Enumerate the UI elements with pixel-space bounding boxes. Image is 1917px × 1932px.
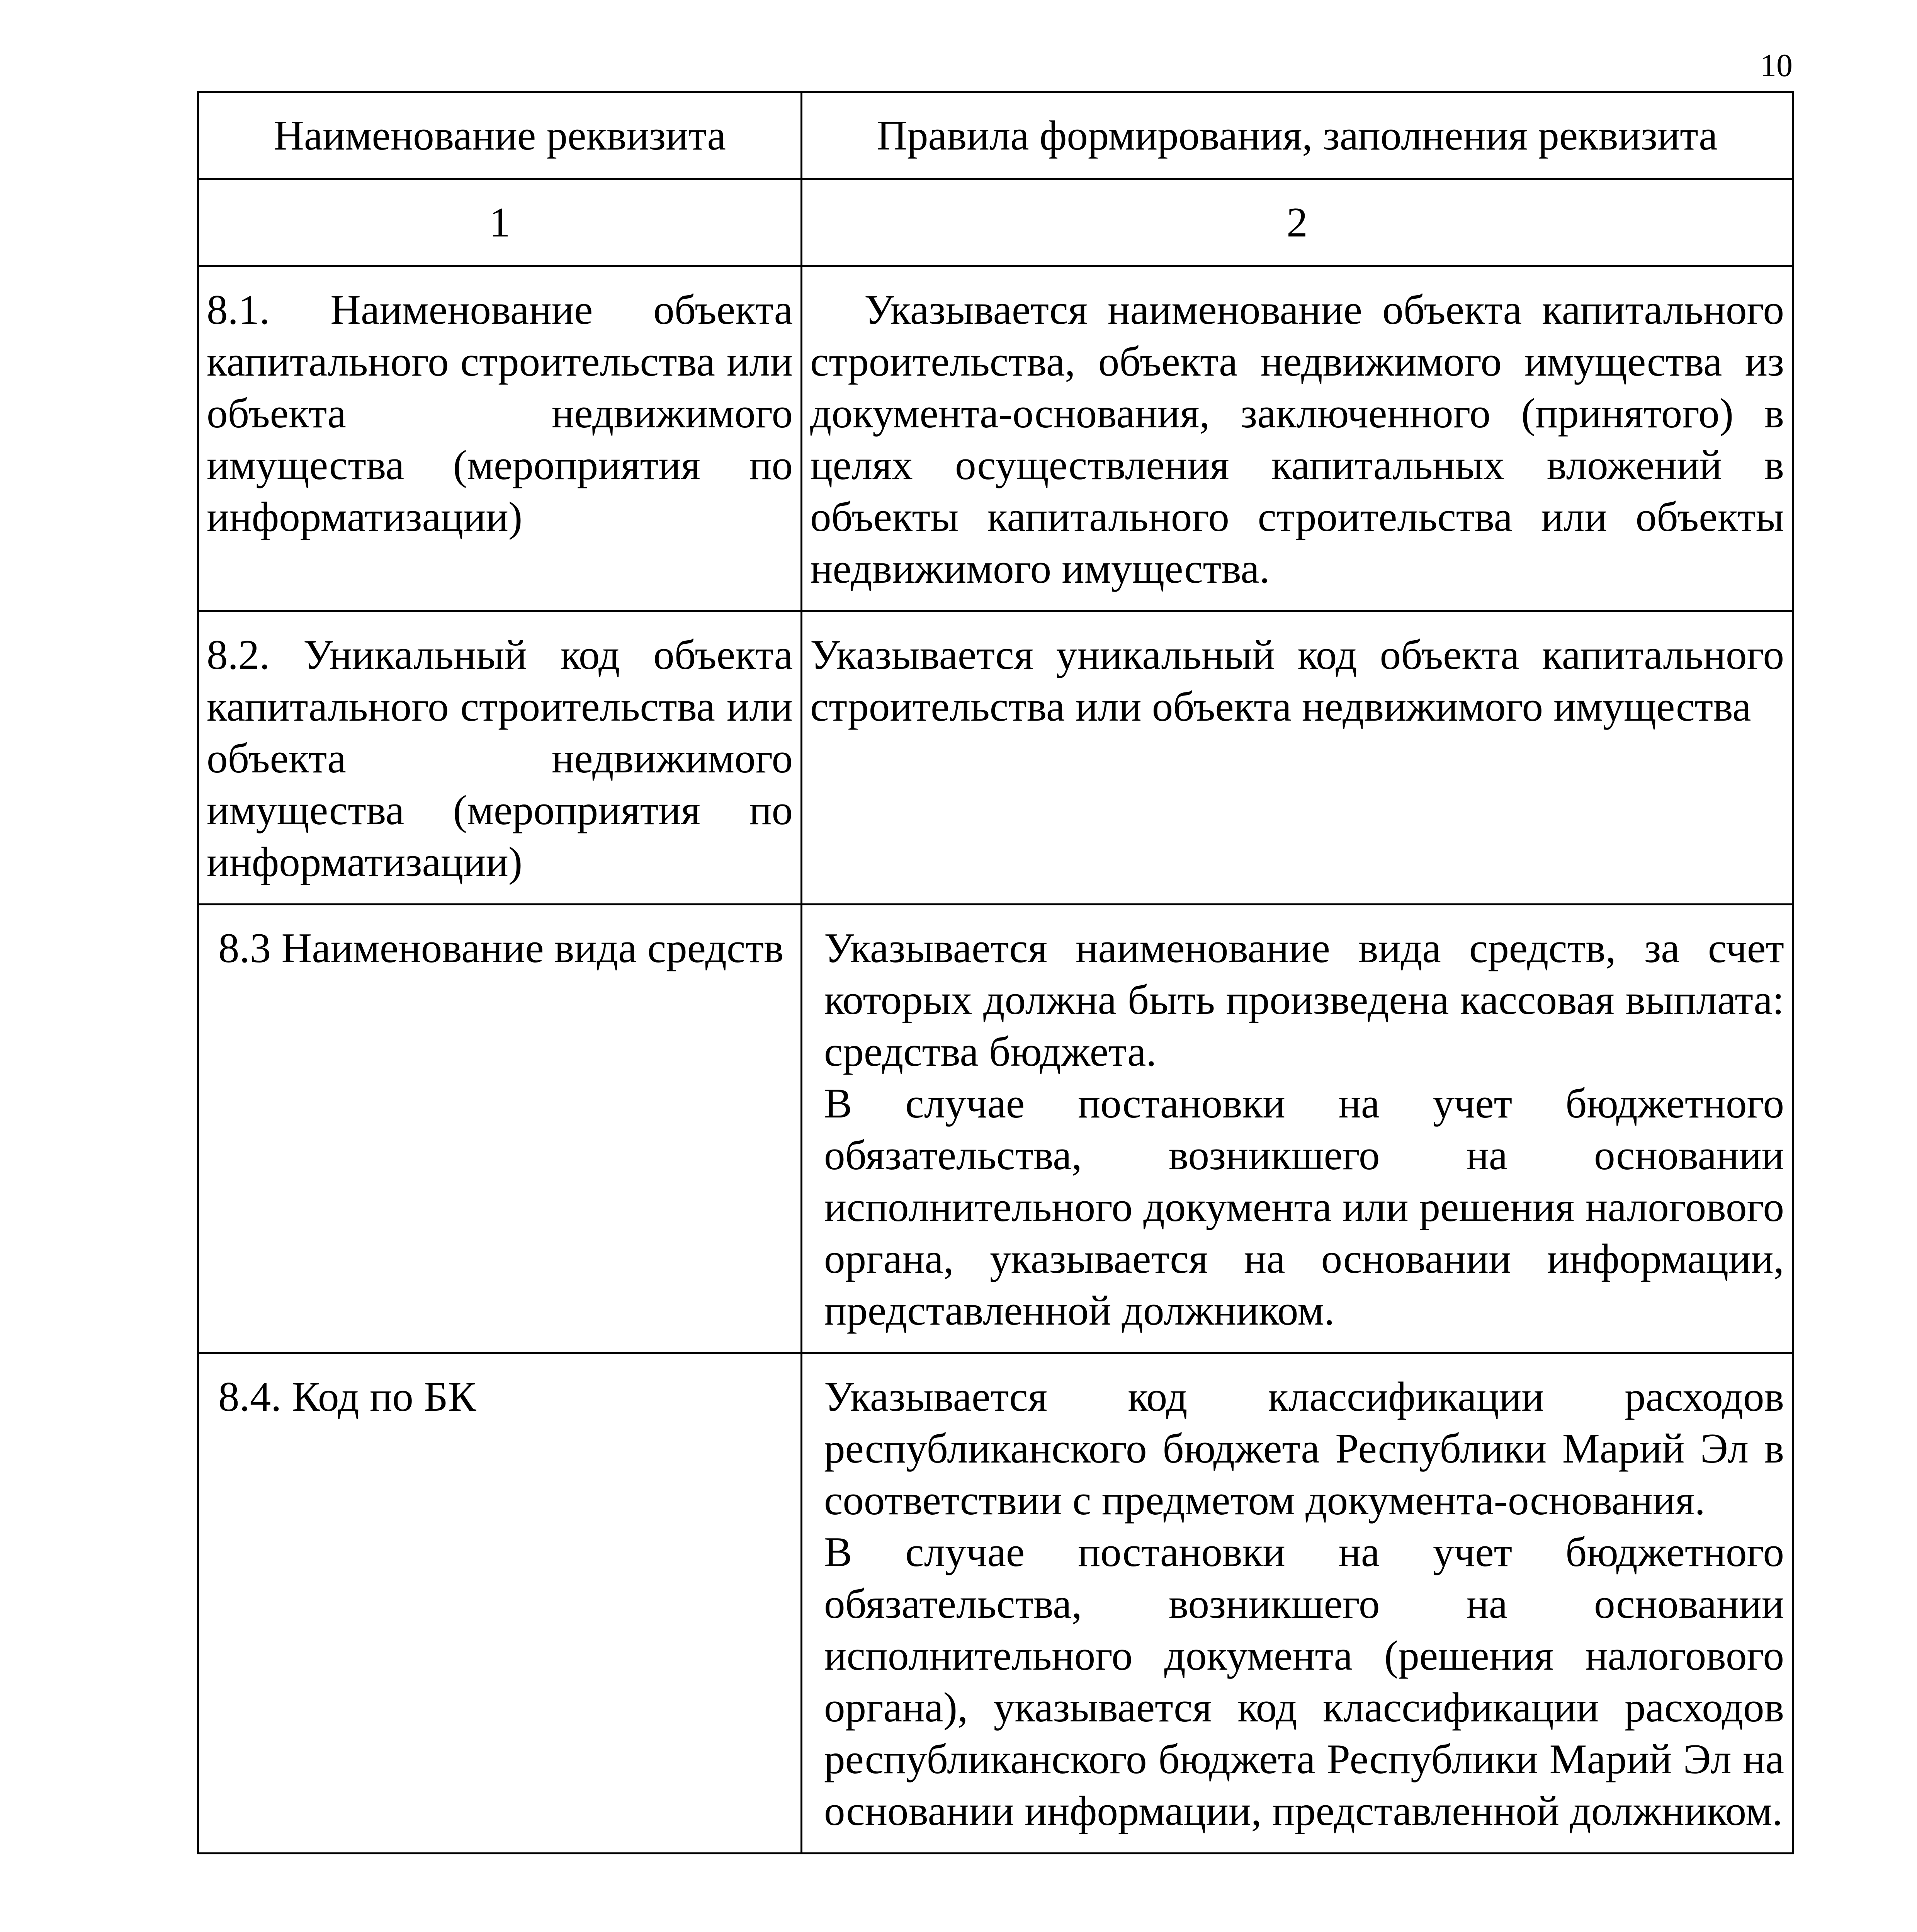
table-row	[198, 1353, 1793, 1854]
table-row	[198, 266, 1793, 611]
rule-paragraph: Указывается наименование объекта капитального строительства, объекта недвижимого имущества из документа-основания, заключенного (принятого) в целях осуществления капитальных вложений в объекты капитального строительства или объекты недвижимого имущества.	[810, 286, 1784, 592]
requisite-name-cell	[198, 266, 802, 611]
requisite-rules-cell	[802, 1353, 1793, 1854]
header-requisite-rules: Правила формирования, заполнения реквизита	[802, 92, 1793, 179]
page-number: 10	[1760, 48, 1793, 83]
requisite-rules-cell	[802, 905, 1793, 1353]
requisite-rules-cell	[802, 266, 1793, 611]
requisite-name: 8.1. Наименование объекта капитального строительства или объекта недвижимого имущества (мероприятия по информатизации)	[207, 286, 793, 540]
requisite-name: 8.4. Код по БК	[218, 1373, 476, 1420]
rule-paragraph: Указывается код классификации расходов республиканского бюджета Республики Марий Эл в соответствии с предметом документа-основания.	[824, 1373, 1784, 1524]
table-row	[198, 611, 1793, 905]
header-requisite-name: Наименование реквизита	[198, 92, 802, 179]
column-number-2: 2	[802, 179, 1793, 266]
column-number-row	[198, 179, 1793, 266]
requisites-table	[197, 91, 1794, 1854]
table-row	[198, 905, 1793, 1353]
requisite-name-cell	[198, 611, 802, 905]
requisite-name-cell	[198, 1353, 802, 1854]
rule-paragraph: Указывается наименование вида средств, за счет которых должна быть произведена кассовая выплата: средства бюджета.	[824, 925, 1784, 1075]
column-number-1: 1	[198, 179, 802, 266]
requisite-rules-cell	[802, 611, 1793, 905]
table-header-row	[198, 92, 1793, 179]
rule-paragraph: В случае постановки на учет бюджетного обязательства, возникшего на основании исполнительного документа или решения налогового органа, указывается на основании информации, представленной должником.	[824, 1080, 1784, 1334]
requisite-name: 8.2. Уникальный код объекта капитального строительства или объекта недвижимого имущества (мероприятия по информатизации)	[207, 631, 793, 885]
requisite-name-cell	[198, 905, 802, 1353]
rule-paragraph: Указывается уникальный код объекта капитального строительства или объекта недвижимого имущества	[810, 631, 1784, 730]
requisite-name: 8.3 Наименование вида средств	[218, 925, 784, 971]
rule-paragraph: В случае постановки на учет бюджетного обязательства, возникшего на основании исполнительного документа (решения налогового органа), указывается код классификации расходов республиканского бюджета Республики Марий Эл на основании информации, представленной должником.	[824, 1529, 1784, 1834]
